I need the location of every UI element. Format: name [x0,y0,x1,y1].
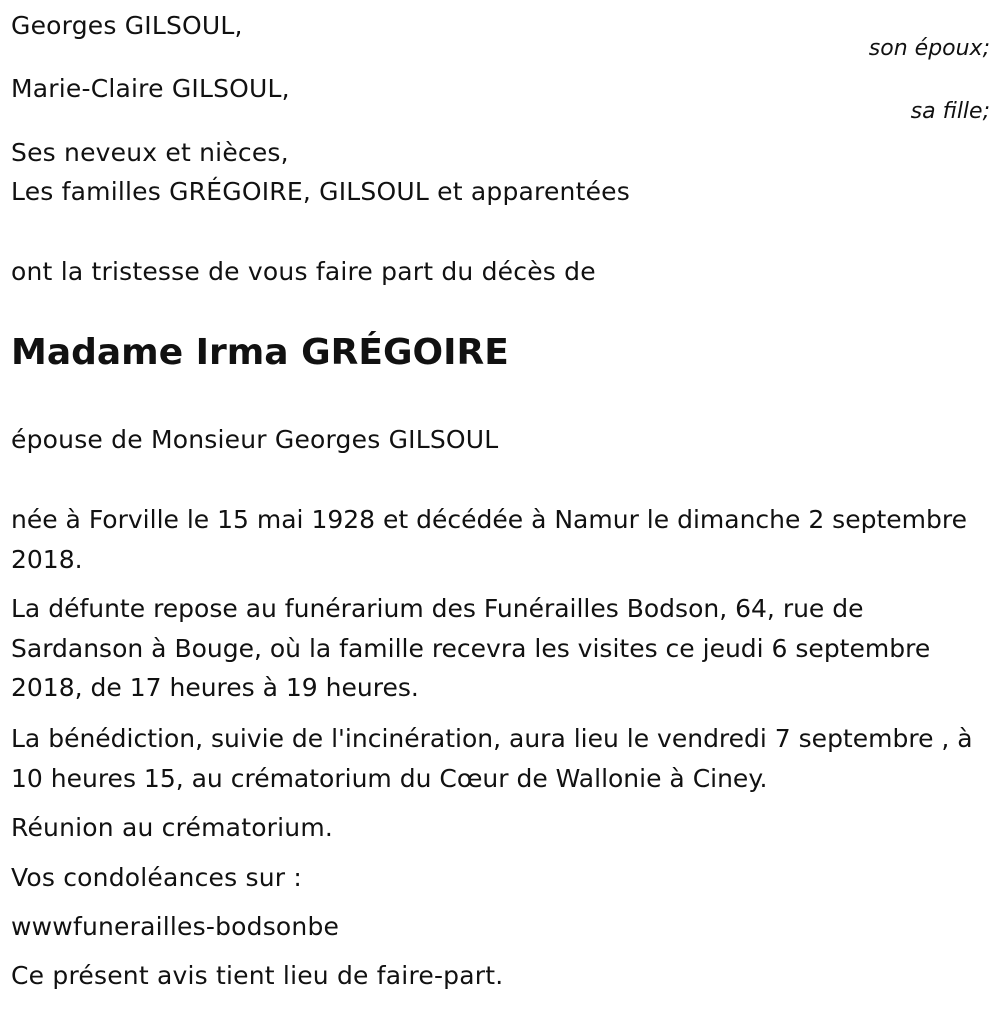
nephews-line: Ses neveux et nièces, [11,138,289,167]
ceremony-paragraph: La bénédiction, suivie de l'incinération, aura lieu le vendredi 7 septembre , à 10 heures 15, au crématorium du Cœur de Wallonie à Ciney. [11,724,973,793]
birth-death-paragraph: née à Forville le 15 mai 1928 et décédée à Namur le dimanche 2 septembre 2018. [11,505,967,574]
spouse-relation: son époux; [868,36,990,61]
visitation-paragraph: La défunte repose au funérarium des Funérailles Bodson, 64, rue de Sardanson à Bouge, où la famille recevra les visites ce jeudi 6 septembre 2018, de 17 heures à 19 heures. [11,594,931,702]
notice-line: Ce présent avis tient lieu de faire-part. [11,961,504,990]
families-line: Les familles GRÉGOIRE, GILSOUL et apparentées [11,177,630,206]
spouse-of-line: épouse de Monsieur Georges GILSOUL [11,425,499,454]
deceased-name: Madame Irma GRÉGOIRE [11,332,509,373]
daughter-name: Marie-Claire GILSOUL, [11,74,290,103]
spouse-name: Georges GILSOUL, [11,11,243,40]
announcement-line: ont la tristesse de vous faire part du décès de [11,257,596,286]
daughter-relation: sa fille; [910,99,990,124]
reunion-line: Réunion au crématorium. [11,813,334,842]
condolences-label: Vos condoléances sur : [11,863,302,892]
website-link[interactable]: wwwfunerailles-bodsonbe [11,912,340,941]
